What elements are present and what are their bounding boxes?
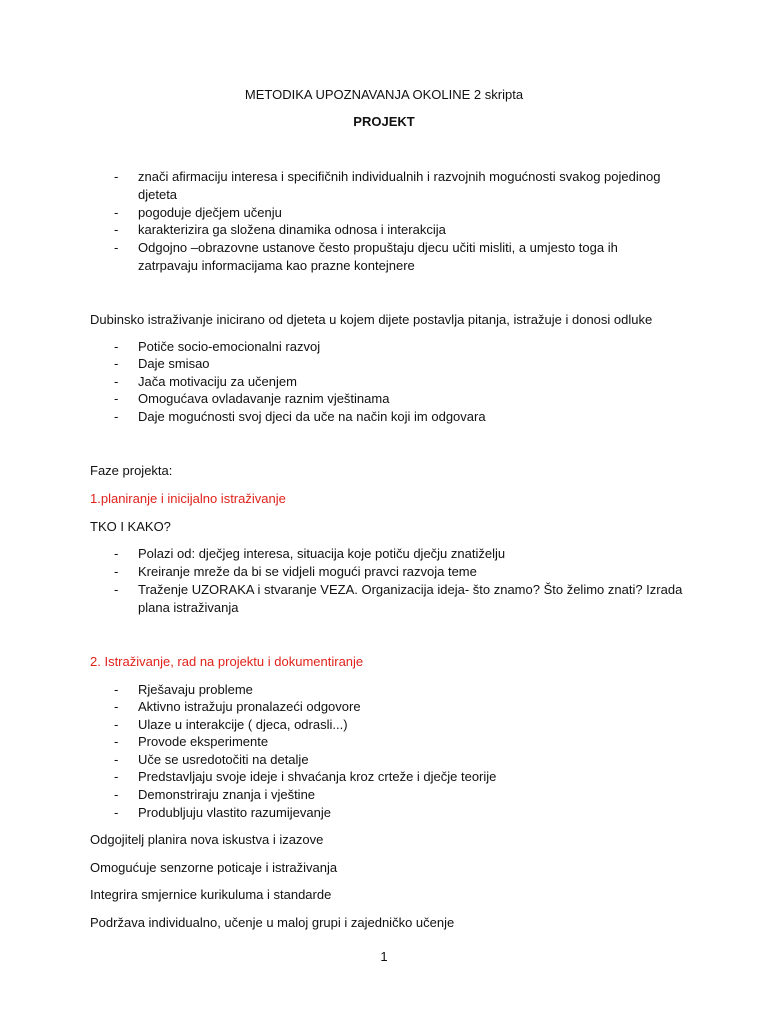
section-title-projekt: PROJEKT [353,114,415,129]
paragraph-podrzava: Podržava individualno, učenje u maloj grupi i zajedničko učenje [90,915,455,930]
paragraph-dubinsko: Dubinsko istraživanje inicirano od djeteta u kojem dijete postavlja pitanja, istražuje i donosi odluke [90,312,653,327]
bullet-dash: - [114,169,119,184]
bullet-dash: - [114,734,119,749]
bullet-dash: - [114,699,119,714]
bullet-dash: - [114,717,119,732]
bullet-dash: - [114,682,119,697]
paragraph-integrira: Integrira smjernice kurikuluma i standarde [90,887,332,902]
bullet-dash: - [114,787,119,802]
bullet-dash: - [114,409,119,424]
document-page: METODIKA UPOZNAVANJA OKOLINE 2 skripta PROJEKT - znači afirmaciju interesa i specifičnih individualnih i razvojnih mogućnosti svakog pojedinog djeteta - pogoduje dječjem učenju - karakterizira ga složena dinamika odnosa i interakcija - Odgojno –obrazovne ustanove često propuštaju djecu učiti misliti, a umjesto toga ih zatrpavaju informacijama kao prazne kontejnere Dubinsko istraživanje inicirano od djeteta u kojem dijete postavlja pitanja, istražuje i donosi odluke - Potiče socio-emocionalni razvoj - Daje smisao - Jača motivaciju za učenjem - Omogućava ovladavanje raznim vještinama - Daje mogućnosti svoj djeci da uče na način koji im odgovara Faze projekta: 1.planiranje i inicijalno istraživanje TKO I KAKO? - Polazi od: dječjeg interesa, situacija koje potiču dječju znatiželju - Kreiranje mreže da bi se vidjeli mogući pravci razvoja teme - Traženje UZORAKA i stvaranje VEZA. Organizacija ideja- što znamo? Što želimo znati? Izrada plana istraživanja 2. Istraživanje, rad na projektu i dokumentiranje - Rješavaju probleme - Aktivno istražuju pronalazeći odgovore - Ulaze u interakcije ( djeca, odrasli...) - Provode eksperimente - Uče se usredotočiti na detalje - Predstavljaju svoje ideje i shvaćanja kroz crteže i dječje teorije - Demonstriraju znanja i vještine - Produbljuju vlastito razumijevanje Odgojitelj planira nova iskustva i izazove Omogućuje senzorne poticaje i istraživanja Integrira smjernice kurikuluma i standarde Podržava individualno, učenje u maloj grupi i zajedničko učenje 1 [0,0,768,1024]
bullet-dash: - [114,222,119,237]
bullet-dash: - [114,752,119,767]
page-number: 1 [380,949,388,964]
paragraph-odgojitelj: Odgojitelj planira nova iskustva i izazove [90,832,324,847]
bullet-dash: - [114,582,119,597]
paragraph-omogucuje: Omogućuje senzorne poticaje i istraživanja [90,860,338,875]
phase1-heading: 1.planiranje i inicijalno istraživanje [90,491,286,506]
who-how-heading: TKO I KAKO? [90,519,171,534]
bullet-dash: - [114,564,119,579]
bullet-dash: - [114,391,119,406]
bullet-dash: - [114,205,119,220]
phase2-heading: 2. Istraživanje, rad na projektu i dokumentiranje [90,654,364,669]
bullet-dash: - [114,769,119,784]
bullet-dash: - [114,805,119,820]
bullet-dash: - [114,546,119,561]
bullet-dash: - [114,374,119,389]
document-title: METODIKA UPOZNAVANJA OKOLINE 2 skripta [244,87,524,102]
bullet-dash: - [114,339,119,354]
bullet-dash: - [114,240,119,255]
bullet-dash: - [114,356,119,371]
phases-heading: Faze projekta: [90,463,173,478]
